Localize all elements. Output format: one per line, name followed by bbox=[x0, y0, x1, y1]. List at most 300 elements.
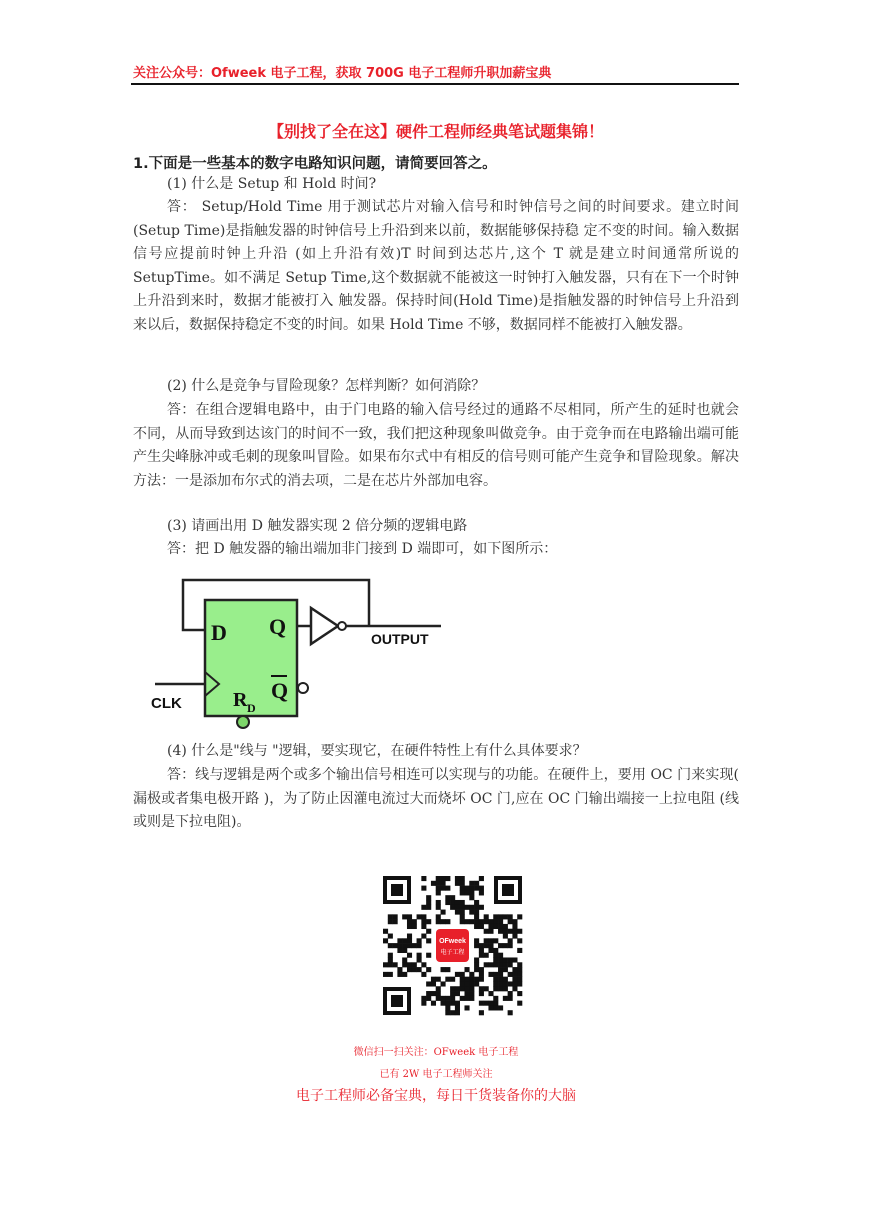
qr-module bbox=[474, 962, 479, 967]
qr-module bbox=[436, 876, 441, 881]
answer-4: 答：线与逻辑是两个或多个输出信号相连可以实现与的功能。在硬件上，要用 OC 门来实现( 漏极或者集电极开路 )，为了防止因灌电流过大而烧坏 OC 门,应在 OC 门输出端接一上拉电阻 (线或则是下拉电阻)。 bbox=[133, 767, 739, 830]
qr-module bbox=[517, 967, 522, 972]
qr-module bbox=[479, 919, 484, 924]
qr-module bbox=[493, 972, 498, 977]
qr-module bbox=[479, 1001, 484, 1006]
qr-module bbox=[512, 957, 517, 962]
qr-module bbox=[479, 886, 484, 891]
answer-2: 答：在组合逻辑电路中，由于门电路的输入信号经过的通路不尽相同，所产生的延时也就会不同，从而导致到达该门的时间不一致，我们把这种现象叫做竞争。由于竞争而在电路输出端可能产生尖峰脉冲或毛刺的现象叫冒险。如果布尔式中有相反的信号则可能产生竞争和冒险现象。解决方法：一是添加布尔式的消去项，二是在芯片外部加电容。 bbox=[133, 402, 739, 489]
qr-module bbox=[488, 1001, 493, 1006]
qr-module bbox=[498, 977, 503, 982]
qr-module bbox=[479, 972, 484, 977]
qr-module bbox=[460, 972, 465, 977]
qr-module bbox=[450, 977, 455, 982]
qr-module bbox=[488, 972, 493, 977]
qbar-bubble bbox=[298, 683, 308, 693]
qr-module bbox=[431, 881, 436, 886]
qr-module bbox=[512, 986, 517, 991]
qr-module bbox=[450, 900, 455, 905]
qr-module bbox=[488, 1005, 493, 1010]
qr-module bbox=[450, 991, 455, 996]
qr-finder-top-left bbox=[383, 876, 411, 904]
qr-module bbox=[479, 876, 484, 881]
qr-module bbox=[484, 986, 489, 991]
qr-module bbox=[474, 938, 479, 943]
qr-module bbox=[498, 914, 503, 919]
qr-module bbox=[474, 900, 479, 905]
qr-module bbox=[402, 938, 407, 943]
qr-module bbox=[469, 986, 474, 991]
qr-module bbox=[460, 910, 465, 915]
qr-module bbox=[441, 1001, 446, 1006]
qr-module bbox=[493, 986, 498, 991]
qr-module bbox=[503, 977, 508, 982]
d-label: D bbox=[211, 620, 227, 645]
qr-module bbox=[402, 948, 407, 953]
qr-module bbox=[464, 886, 469, 891]
qr-module bbox=[441, 886, 446, 891]
qr-module bbox=[503, 996, 508, 1001]
qr-module bbox=[421, 919, 426, 924]
qr-module bbox=[493, 1005, 498, 1010]
qr-module bbox=[517, 948, 522, 953]
qr-module bbox=[393, 919, 398, 924]
qr-module bbox=[474, 957, 479, 962]
qr-module bbox=[388, 957, 393, 962]
qr-module bbox=[417, 967, 422, 972]
qr-module bbox=[460, 986, 465, 991]
qr-module bbox=[464, 986, 469, 991]
section-heading: 1.下面是一些基本的数字电路知识问题，请简要回答之。 bbox=[133, 156, 497, 172]
qr-module bbox=[407, 919, 412, 924]
qr-module bbox=[464, 905, 469, 910]
qr-module bbox=[441, 876, 446, 881]
qr-module bbox=[488, 962, 493, 967]
qr-module bbox=[517, 991, 522, 996]
qr-module bbox=[450, 895, 455, 900]
question-3: (3) 请画出用 D 触发器实现 2 倍分频的逻辑电路 bbox=[167, 518, 468, 534]
qr-module bbox=[484, 929, 489, 934]
qr-module bbox=[455, 905, 460, 910]
qr-module bbox=[388, 919, 393, 924]
logo-line-2: 电子工程 bbox=[440, 949, 465, 956]
qr-module bbox=[498, 919, 503, 924]
qr-module bbox=[517, 977, 522, 982]
qr-module bbox=[421, 886, 426, 891]
qr-module bbox=[460, 996, 465, 1001]
qr-module bbox=[512, 972, 517, 977]
qr-module bbox=[388, 972, 393, 977]
qr-module bbox=[421, 924, 426, 929]
qr-module bbox=[498, 972, 503, 977]
qr-module bbox=[503, 943, 508, 948]
qr-module bbox=[474, 910, 479, 915]
qr-module bbox=[479, 953, 484, 958]
qr-module bbox=[474, 919, 479, 924]
qr-finder-bottom-left bbox=[383, 987, 411, 1015]
qr-module bbox=[412, 967, 417, 972]
qr-module bbox=[445, 1001, 450, 1006]
qbar-label: Q bbox=[271, 678, 289, 703]
qr-module bbox=[508, 996, 513, 1001]
qr-module bbox=[417, 943, 422, 948]
qr-module bbox=[445, 1005, 450, 1010]
qr-module bbox=[388, 962, 393, 967]
question-4: (4) 什么是"线与 "逻辑，要实现它，在硬件特性上有什么具体要求？ bbox=[167, 743, 587, 759]
qr-module bbox=[493, 957, 498, 962]
qr-module bbox=[493, 914, 498, 919]
qr-module bbox=[417, 957, 422, 962]
qr-module bbox=[455, 900, 460, 905]
qr-module bbox=[474, 967, 479, 972]
qr-module bbox=[464, 1005, 469, 1010]
qr-module bbox=[517, 929, 522, 934]
qr-module bbox=[455, 1010, 460, 1015]
qr-module bbox=[407, 934, 412, 939]
qr-module bbox=[474, 886, 479, 891]
qr-module bbox=[469, 905, 474, 910]
qr-module bbox=[512, 919, 517, 924]
qr-module bbox=[517, 981, 522, 986]
qr-module bbox=[460, 876, 465, 881]
qr-module bbox=[431, 981, 436, 986]
qr-module bbox=[493, 977, 498, 982]
answer-1: 答： Setup/Hold Time 用于测试芯片对输入信号和时钟信号之间的时间要求。建立时间 (Setup Time)是指触发器的时钟信号上升沿到来以前，数据能够保持稳 定不变的时间。输入数据信号应提前时钟上升沿 (如上升沿有效)T 时间到达芯片,这个 T 就是建立时间通常所说的 SetupTime。如不满足 Setup Time,这个数据就不能被这一时钟打入触发器，只有在下一个时钟上升沿到来时，数据才能被打入 触发器。保持时间(Hold Time)是指触发器的时钟信号上升沿到来以后，数据保持稳定不变的时间。如果 Hold Time 不够，数据同样不能被打入触发器。 bbox=[133, 199, 739, 333]
document-title: 【别找了全在这】硬件工程师经典笔试题集锦！ bbox=[267, 122, 604, 141]
qr-module bbox=[508, 914, 513, 919]
qr-module bbox=[441, 910, 446, 915]
qr-module bbox=[517, 914, 522, 919]
qr-module bbox=[455, 1001, 460, 1006]
qr-module bbox=[455, 910, 460, 915]
qr-module bbox=[393, 962, 398, 967]
qr-finder-top-right bbox=[494, 876, 522, 904]
qr-module bbox=[488, 991, 493, 996]
qr-module bbox=[474, 977, 479, 982]
qr-module bbox=[469, 991, 474, 996]
qr-module bbox=[484, 943, 489, 948]
qr-module bbox=[417, 914, 422, 919]
qr-module bbox=[479, 905, 484, 910]
qr-module bbox=[431, 1001, 436, 1006]
qr-module bbox=[397, 938, 402, 943]
qr-module bbox=[464, 967, 469, 972]
qr-module bbox=[388, 953, 393, 958]
qr-module bbox=[397, 967, 402, 972]
qr-module bbox=[441, 919, 446, 924]
qr-module bbox=[436, 919, 441, 924]
qr-module bbox=[441, 881, 446, 886]
qr-module bbox=[469, 977, 474, 982]
qr-module bbox=[421, 972, 426, 977]
qr-module bbox=[455, 972, 460, 977]
qr-module bbox=[508, 943, 513, 948]
inverter-bubble bbox=[338, 622, 346, 630]
qr-module bbox=[407, 953, 412, 958]
qr-module bbox=[426, 981, 431, 986]
qr-module bbox=[479, 986, 484, 991]
qr-module bbox=[426, 938, 431, 943]
qr-module bbox=[417, 938, 422, 943]
qr-module bbox=[460, 881, 465, 886]
d-flipflop-divider-diagram bbox=[135, 560, 447, 736]
qr-module bbox=[426, 953, 431, 958]
question-1: (1) 什么是 Setup 和 Hold 时间? bbox=[167, 176, 377, 192]
qr-module bbox=[493, 962, 498, 967]
qr-module bbox=[464, 919, 469, 924]
qr-module bbox=[407, 967, 412, 972]
qr-module bbox=[498, 986, 503, 991]
qr-module bbox=[503, 957, 508, 962]
qr-module bbox=[441, 981, 446, 986]
qr-module bbox=[450, 996, 455, 1001]
qr-module bbox=[469, 881, 474, 886]
qr-module bbox=[455, 1005, 460, 1010]
qr-module bbox=[479, 991, 484, 996]
qr-module bbox=[421, 914, 426, 919]
qr-module bbox=[493, 919, 498, 924]
qr-module bbox=[426, 919, 431, 924]
qr-module bbox=[412, 919, 417, 924]
qr-module bbox=[508, 957, 513, 962]
qr-module bbox=[503, 967, 508, 972]
qr-module bbox=[460, 905, 465, 910]
qr-module bbox=[383, 929, 388, 934]
qr-module bbox=[436, 886, 441, 891]
qr-module bbox=[474, 981, 479, 986]
qr-module bbox=[421, 996, 426, 1001]
qr-module bbox=[421, 1001, 426, 1006]
rd-bubble bbox=[237, 716, 249, 728]
qr-module bbox=[512, 981, 517, 986]
answer-3: 答：把 D 触发器的输出端加非门接到 D 端即可，如下图所示： bbox=[167, 541, 558, 557]
qr-module bbox=[407, 938, 412, 943]
qr-module bbox=[407, 914, 412, 919]
qr-module bbox=[464, 991, 469, 996]
qr-module bbox=[493, 948, 498, 953]
qr-module bbox=[460, 900, 465, 905]
qr-module bbox=[412, 962, 417, 967]
qr-module bbox=[445, 967, 450, 972]
qr-module bbox=[426, 900, 431, 905]
qr-caption-scan: 微信扫一扫关注：OFweek 电子工程 bbox=[353, 1047, 519, 1058]
qr-module bbox=[503, 934, 508, 939]
ofweek-logo-icon bbox=[433, 926, 472, 965]
qr-module bbox=[460, 919, 465, 924]
qr-module bbox=[407, 962, 412, 967]
qr-module bbox=[397, 943, 402, 948]
qr-module bbox=[508, 972, 513, 977]
qr-module bbox=[498, 943, 503, 948]
qr-module bbox=[426, 996, 431, 1001]
qr-module bbox=[479, 1010, 484, 1015]
qr-module bbox=[402, 962, 407, 967]
qr-module bbox=[484, 938, 489, 943]
qr-module bbox=[397, 972, 402, 977]
qr-module bbox=[493, 938, 498, 943]
qr-module bbox=[426, 929, 431, 934]
qr-module bbox=[421, 905, 426, 910]
qr-module bbox=[393, 943, 398, 948]
qr-module bbox=[512, 967, 517, 972]
qr-module bbox=[436, 914, 441, 919]
qr-module bbox=[474, 905, 479, 910]
qr-module bbox=[436, 905, 441, 910]
qr-module bbox=[426, 895, 431, 900]
qr-module bbox=[479, 977, 484, 982]
qr-module bbox=[436, 900, 441, 905]
qr-module bbox=[517, 972, 522, 977]
qr-module bbox=[436, 991, 441, 996]
qr-module bbox=[484, 1001, 489, 1006]
footer-slogan: 电子工程师必备宝典，每日干货装备你的大脑 bbox=[296, 1088, 576, 1104]
qr-module bbox=[445, 900, 450, 905]
qr-module bbox=[450, 1001, 455, 1006]
qr-module bbox=[460, 977, 465, 982]
qr-module bbox=[503, 929, 508, 934]
qr-module bbox=[421, 962, 426, 967]
qr-module bbox=[436, 986, 441, 991]
qr-module bbox=[503, 962, 508, 967]
q-label: Q bbox=[269, 614, 287, 639]
qr-module bbox=[498, 929, 503, 934]
qr-module bbox=[508, 991, 513, 996]
qr-module bbox=[469, 981, 474, 986]
qr-module bbox=[426, 967, 431, 972]
qr-module bbox=[498, 981, 503, 986]
qr-module bbox=[488, 943, 493, 948]
qr-module bbox=[388, 914, 393, 919]
qr-module bbox=[508, 919, 513, 924]
qr-module bbox=[503, 981, 508, 986]
qr-caption-followers: 已有 2W 电子工程师关注 bbox=[379, 1069, 493, 1080]
qr-module bbox=[450, 986, 455, 991]
qr-module bbox=[508, 962, 513, 967]
qr-module bbox=[469, 972, 474, 977]
qr-module bbox=[488, 924, 493, 929]
qr-module bbox=[512, 924, 517, 929]
qr-code[interactable] bbox=[380, 873, 525, 1018]
qr-module bbox=[508, 1010, 513, 1015]
qr-module bbox=[464, 996, 469, 1001]
qr-module bbox=[474, 924, 479, 929]
qr-module bbox=[445, 977, 450, 982]
qr-module bbox=[488, 919, 493, 924]
qr-module bbox=[431, 977, 436, 982]
clk-label: CLK bbox=[151, 695, 182, 712]
qr-module bbox=[450, 905, 455, 910]
qr-module bbox=[498, 967, 503, 972]
qr-module bbox=[484, 953, 489, 958]
qr-module bbox=[493, 924, 498, 929]
qr-module bbox=[512, 977, 517, 982]
rd-label: R bbox=[233, 689, 248, 711]
qr-module bbox=[426, 991, 431, 996]
qr-module bbox=[383, 962, 388, 967]
qr-module bbox=[445, 876, 450, 881]
qr-module bbox=[517, 1001, 522, 1006]
qr-module bbox=[455, 881, 460, 886]
qr-module bbox=[436, 881, 441, 886]
qr-module bbox=[508, 938, 513, 943]
qr-module bbox=[479, 967, 484, 972]
rd-subscript: D bbox=[247, 701, 256, 715]
qr-module bbox=[460, 981, 465, 986]
qr-module bbox=[488, 948, 493, 953]
qr-module bbox=[436, 977, 441, 982]
qr-module bbox=[450, 1010, 455, 1015]
qr-module bbox=[445, 996, 450, 1001]
qr-module bbox=[388, 943, 393, 948]
qr-module bbox=[436, 890, 441, 895]
qr-module bbox=[402, 972, 407, 977]
qr-module bbox=[455, 991, 460, 996]
qr-module bbox=[474, 943, 479, 948]
qr-module bbox=[498, 957, 503, 962]
qr-module bbox=[460, 886, 465, 891]
qr-module bbox=[479, 924, 484, 929]
qr-module bbox=[412, 943, 417, 948]
qr-module bbox=[393, 914, 398, 919]
qr-module bbox=[488, 938, 493, 943]
qr-module bbox=[445, 895, 450, 900]
qr-module bbox=[469, 895, 474, 900]
qr-module bbox=[421, 934, 426, 939]
qr-module bbox=[441, 967, 446, 972]
qr-module bbox=[498, 962, 503, 967]
qr-module bbox=[484, 919, 489, 924]
qr-module bbox=[402, 943, 407, 948]
qr-module bbox=[464, 981, 469, 986]
question-2: (2) 什么是竞争与冒险现象？怎样判断？如何消除？ bbox=[167, 378, 486, 394]
page-header-text: 关注公众号：Ofweek 电子工程，获取 700G 电子工程师升职加薪宝典 bbox=[133, 66, 552, 81]
qr-module bbox=[445, 919, 450, 924]
qr-module bbox=[407, 943, 412, 948]
qr-module bbox=[498, 1005, 503, 1010]
qr-module bbox=[493, 981, 498, 986]
qr-module bbox=[498, 924, 503, 929]
qr-module bbox=[493, 996, 498, 1001]
qr-module bbox=[417, 953, 422, 958]
qr-module bbox=[421, 876, 426, 881]
qr-module bbox=[512, 929, 517, 934]
qr-module bbox=[464, 890, 469, 895]
qr-module bbox=[464, 977, 469, 982]
qr-module bbox=[479, 943, 484, 948]
qr-module bbox=[469, 996, 474, 1001]
qr-module bbox=[445, 886, 450, 891]
qr-module bbox=[512, 934, 517, 939]
qr-module bbox=[469, 886, 474, 891]
qr-module bbox=[479, 948, 484, 953]
qr-module bbox=[503, 914, 508, 919]
qr-module bbox=[460, 890, 465, 895]
qr-module bbox=[441, 996, 446, 1001]
qr-module bbox=[426, 905, 431, 910]
qr-module bbox=[412, 924, 417, 929]
qr-module bbox=[469, 919, 474, 924]
qr-module bbox=[484, 962, 489, 967]
qr-module bbox=[488, 929, 493, 934]
qr-module bbox=[431, 991, 436, 996]
qr-module bbox=[469, 890, 474, 895]
qr-module bbox=[474, 881, 479, 886]
qr-module bbox=[460, 914, 465, 919]
qr-module bbox=[503, 986, 508, 991]
qr-module bbox=[517, 962, 522, 967]
qr-module bbox=[383, 972, 388, 977]
qr-module bbox=[388, 934, 393, 939]
